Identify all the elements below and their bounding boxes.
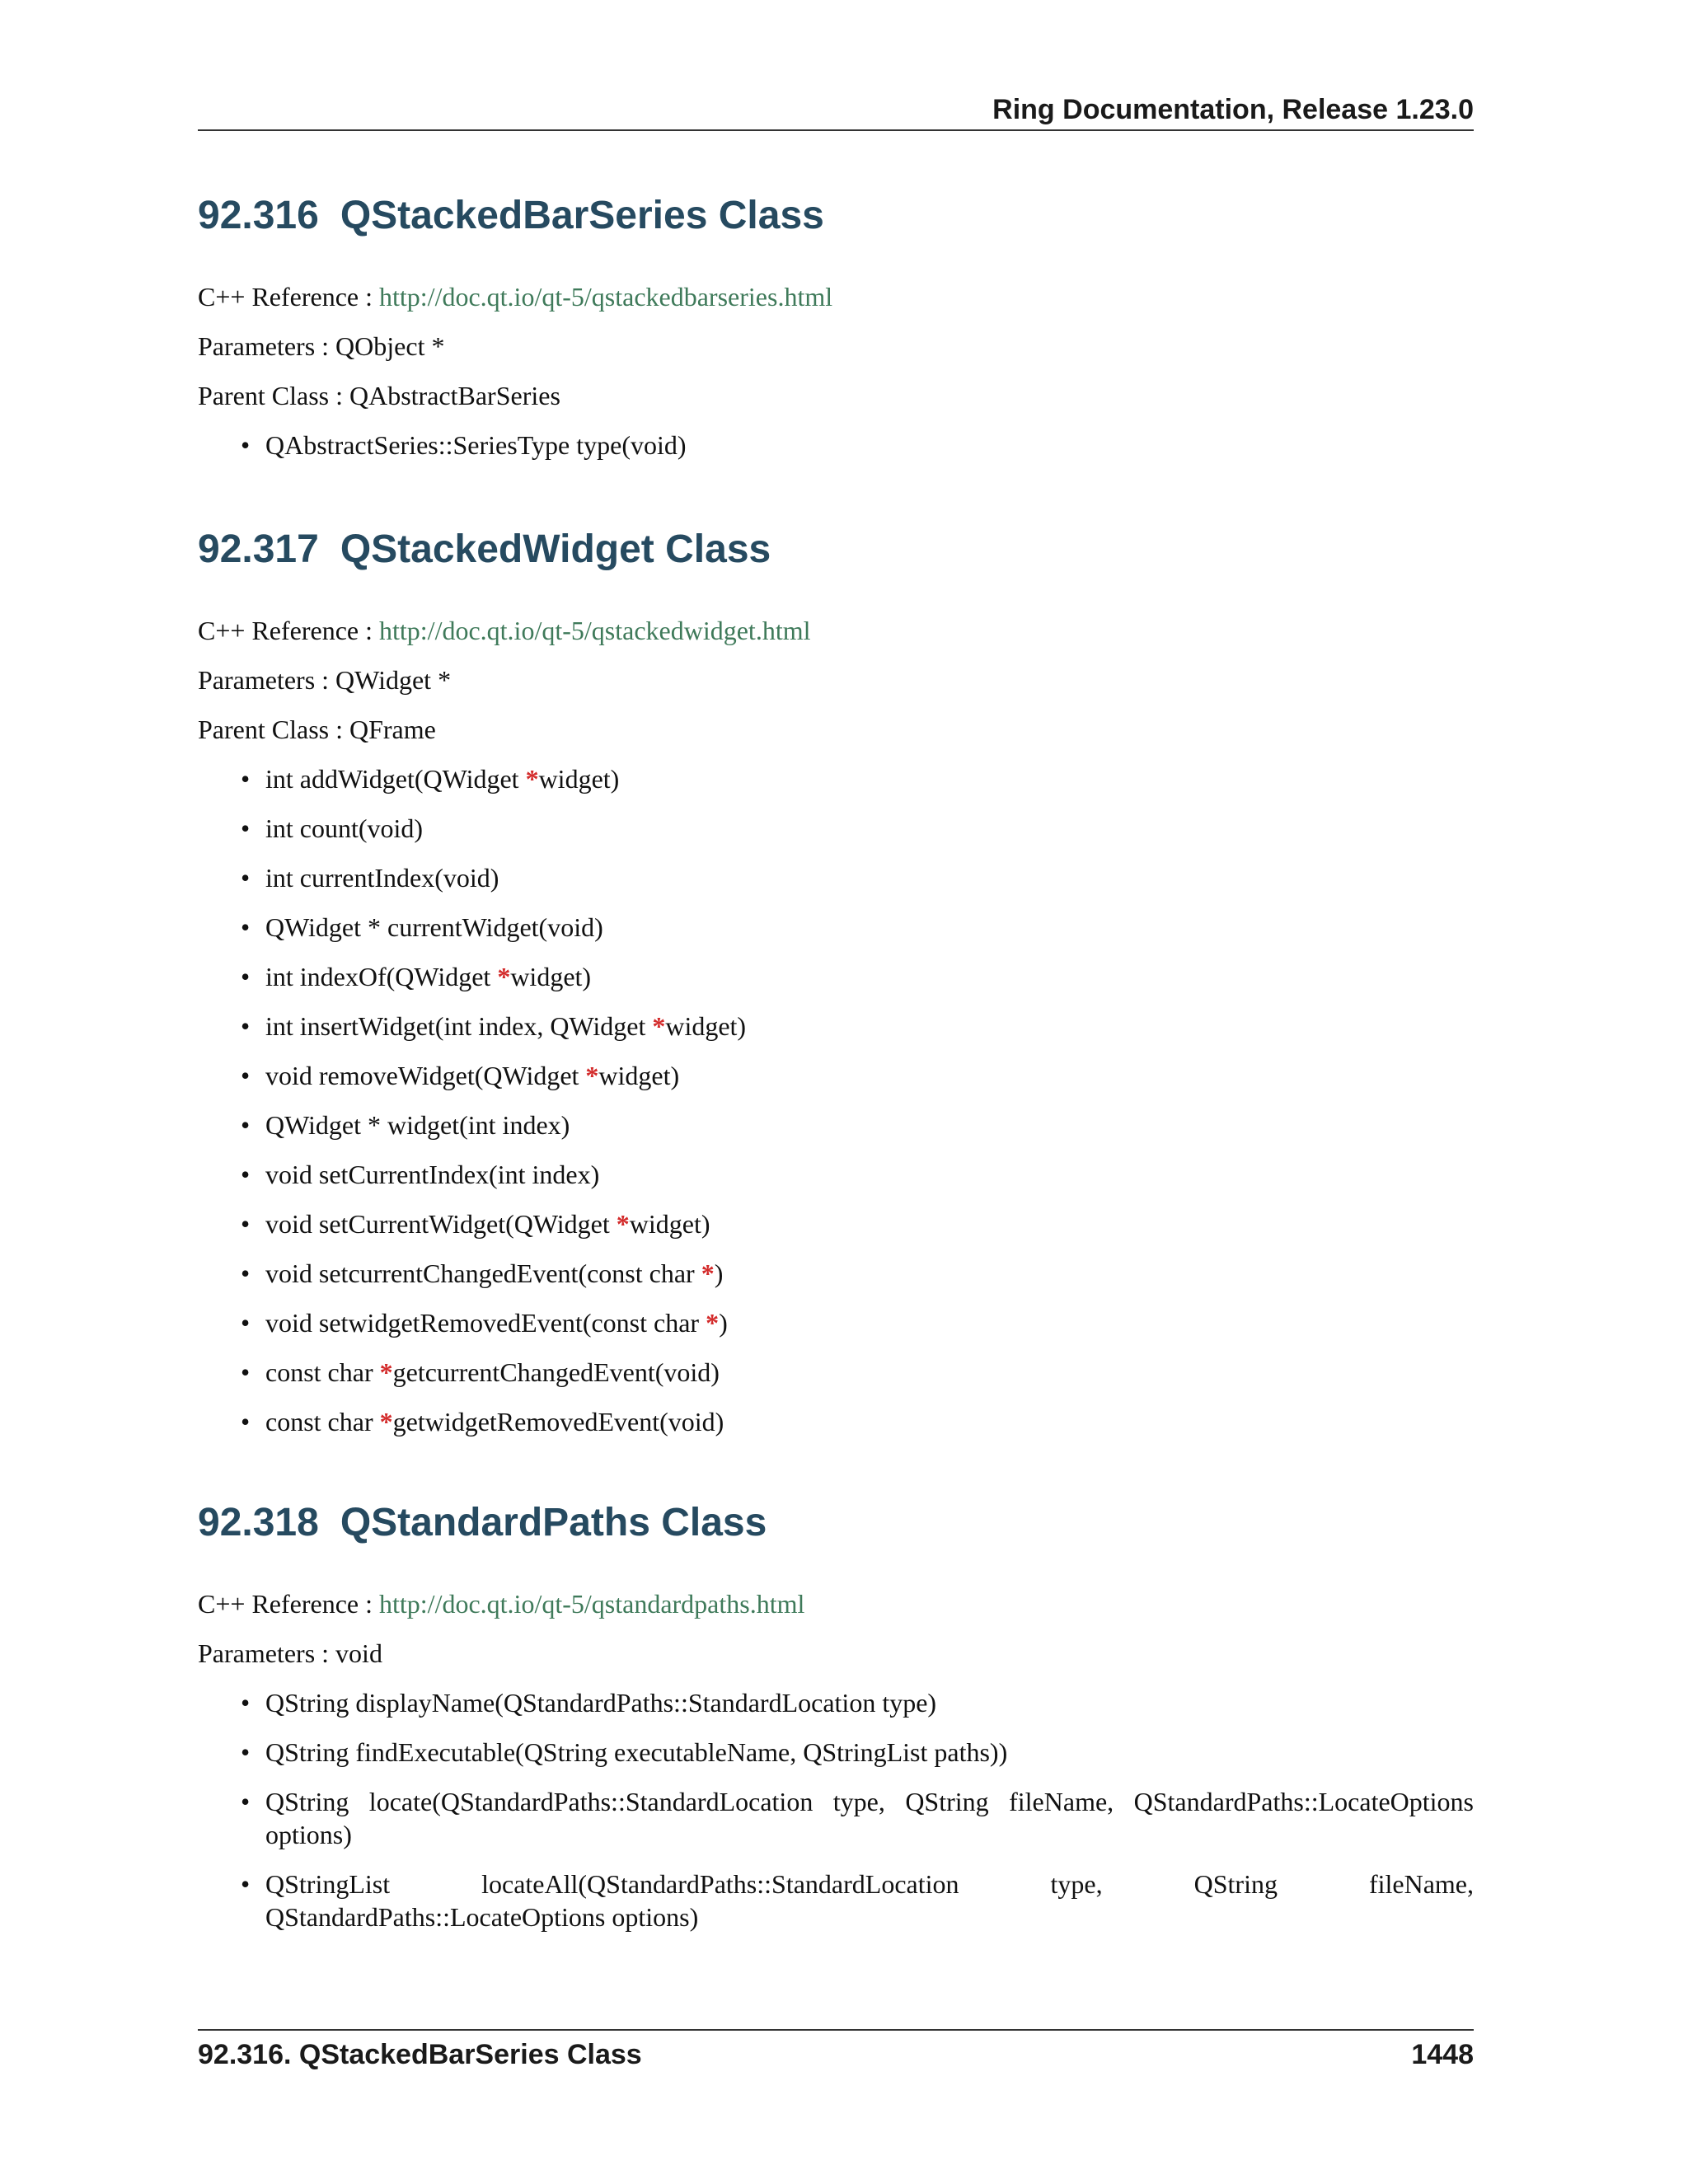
running-footer [198, 2034, 1474, 2075]
method-list [198, 762, 1474, 1438]
bullet-icon: • [241, 1737, 251, 1767]
method-item: • int count(void) [241, 813, 424, 843]
method-item: • void setCurrentWidget(QWidget *widget) [241, 1209, 710, 1239]
method-item: • QAbstractSeries::SeriesType type(void) [241, 430, 687, 460]
method-item: • int currentIndex(void) [241, 863, 499, 893]
parameters: Parameters : QObject * [198, 331, 445, 361]
bullet-icon: • [241, 1869, 251, 1899]
bullet-icon: • [241, 430, 251, 460]
section-heading [198, 1498, 1474, 1548]
method-item: • const char *getcurrentChangedEvent(void) [241, 1357, 720, 1387]
bullet-icon: • [241, 1258, 251, 1288]
section-heading [198, 525, 1474, 574]
bullet-icon: • [241, 1160, 251, 1189]
cpp-reference [198, 614, 1474, 663]
cpp-reference [198, 280, 1474, 330]
section-qstackedbarseries [198, 191, 1474, 478]
bullet-icon: • [241, 863, 251, 893]
method-item: • int insertWidget(int index, QWidget *widget) [241, 1011, 747, 1041]
bullet-icon: • [241, 1688, 251, 1718]
bullet-icon: • [241, 912, 251, 942]
method-list [198, 429, 1474, 462]
footer-rule [198, 2029, 1474, 2031]
bullet-icon: • [241, 1308, 251, 1338]
running-header: Ring Documentation, Release 1.23.0 [992, 94, 1474, 125]
bullet-icon: • [241, 962, 251, 991]
method-list [198, 1686, 1474, 1933]
method-item: • QWidget * currentWidget(void) [241, 912, 603, 942]
parent-class: Parent Class : QFrame [198, 715, 436, 744]
cpp-reference [198, 1587, 1474, 1637]
method-item: • QString displayName(QStandardPaths::StandardLocation type) [241, 1688, 937, 1718]
method-item: • QString locate(QStandardPaths::StandardLocation type, QString fileName, QStandardPaths::LocateOptions options) [241, 1787, 1474, 1849]
method-item: • void setCurrentIndex(int index) [241, 1160, 600, 1189]
bullet-icon: • [241, 1357, 251, 1387]
parent-class: Parent Class : QAbstractBarSeries [198, 381, 560, 410]
method-item: • int indexOf(QWidget *widget) [241, 962, 592, 991]
section-qstandardpaths [198, 1498, 1474, 1950]
method-item: • const char *getwidgetRemovedEvent(void) [241, 1407, 724, 1436]
bullet-icon: • [241, 1209, 251, 1239]
header-rule [198, 129, 1474, 131]
section-number: 92.317 [198, 527, 319, 571]
bullet-icon: • [241, 1407, 251, 1436]
footer-section: 92.316. QStackedBarSeries Class [198, 2039, 642, 2070]
parameters: Parameters : QWidget * [198, 665, 452, 695]
method-item: • void setwidgetRemovedEvent(const char *) [241, 1308, 728, 1338]
method-item: • void setcurrentChangedEvent(const char *) [241, 1258, 724, 1288]
page-number: 1448 [1411, 2039, 1474, 2070]
parameters: Parameters : void [198, 1638, 382, 1668]
cpp-reference-link[interactable]: http://doc.qt.io/qt-5/qstandardpaths.html [379, 1589, 805, 1619]
method-item: • int addWidget(QWidget *widget) [241, 764, 620, 794]
cpp-reference-label: C++ Reference : [198, 616, 379, 645]
bullet-icon: • [241, 1787, 251, 1816]
section-heading [198, 191, 1474, 241]
bullet-icon: • [241, 1061, 251, 1090]
cpp-reference-label: C++ Reference : [198, 282, 379, 312]
method-item: • void removeWidget(QWidget *widget) [241, 1061, 680, 1090]
bullet-icon: • [241, 813, 251, 843]
section-title: QStandardPaths Class [340, 1501, 767, 1544]
bullet-icon: • [241, 1011, 251, 1041]
method-item: • QString findExecutable(QString executableName, QStringList paths)) [241, 1737, 1008, 1767]
section-title: QStackedWidget Class [340, 527, 771, 571]
cpp-reference-label: C++ Reference : [198, 1589, 379, 1619]
cpp-reference-link[interactable]: http://doc.qt.io/qt-5/qstackedwidget.html [379, 616, 811, 645]
method-item: • QWidget * widget(int index) [241, 1110, 570, 1140]
bullet-icon: • [241, 1110, 251, 1140]
bullet-icon: • [241, 764, 251, 794]
section-title: QStackedBarSeries Class [340, 194, 824, 237]
section-qstackedwidget [198, 525, 1474, 1455]
cpp-reference-link[interactable]: http://doc.qt.io/qt-5/qstackedbarseries.html [379, 282, 833, 312]
section-number: 92.316 [198, 194, 319, 237]
method-item: • QStringList locateAll(QStandardPaths::StandardLocation type, QString fileName, QStandardPaths::LocateOptions options) [241, 1869, 1474, 1932]
section-number: 92.318 [198, 1501, 319, 1544]
